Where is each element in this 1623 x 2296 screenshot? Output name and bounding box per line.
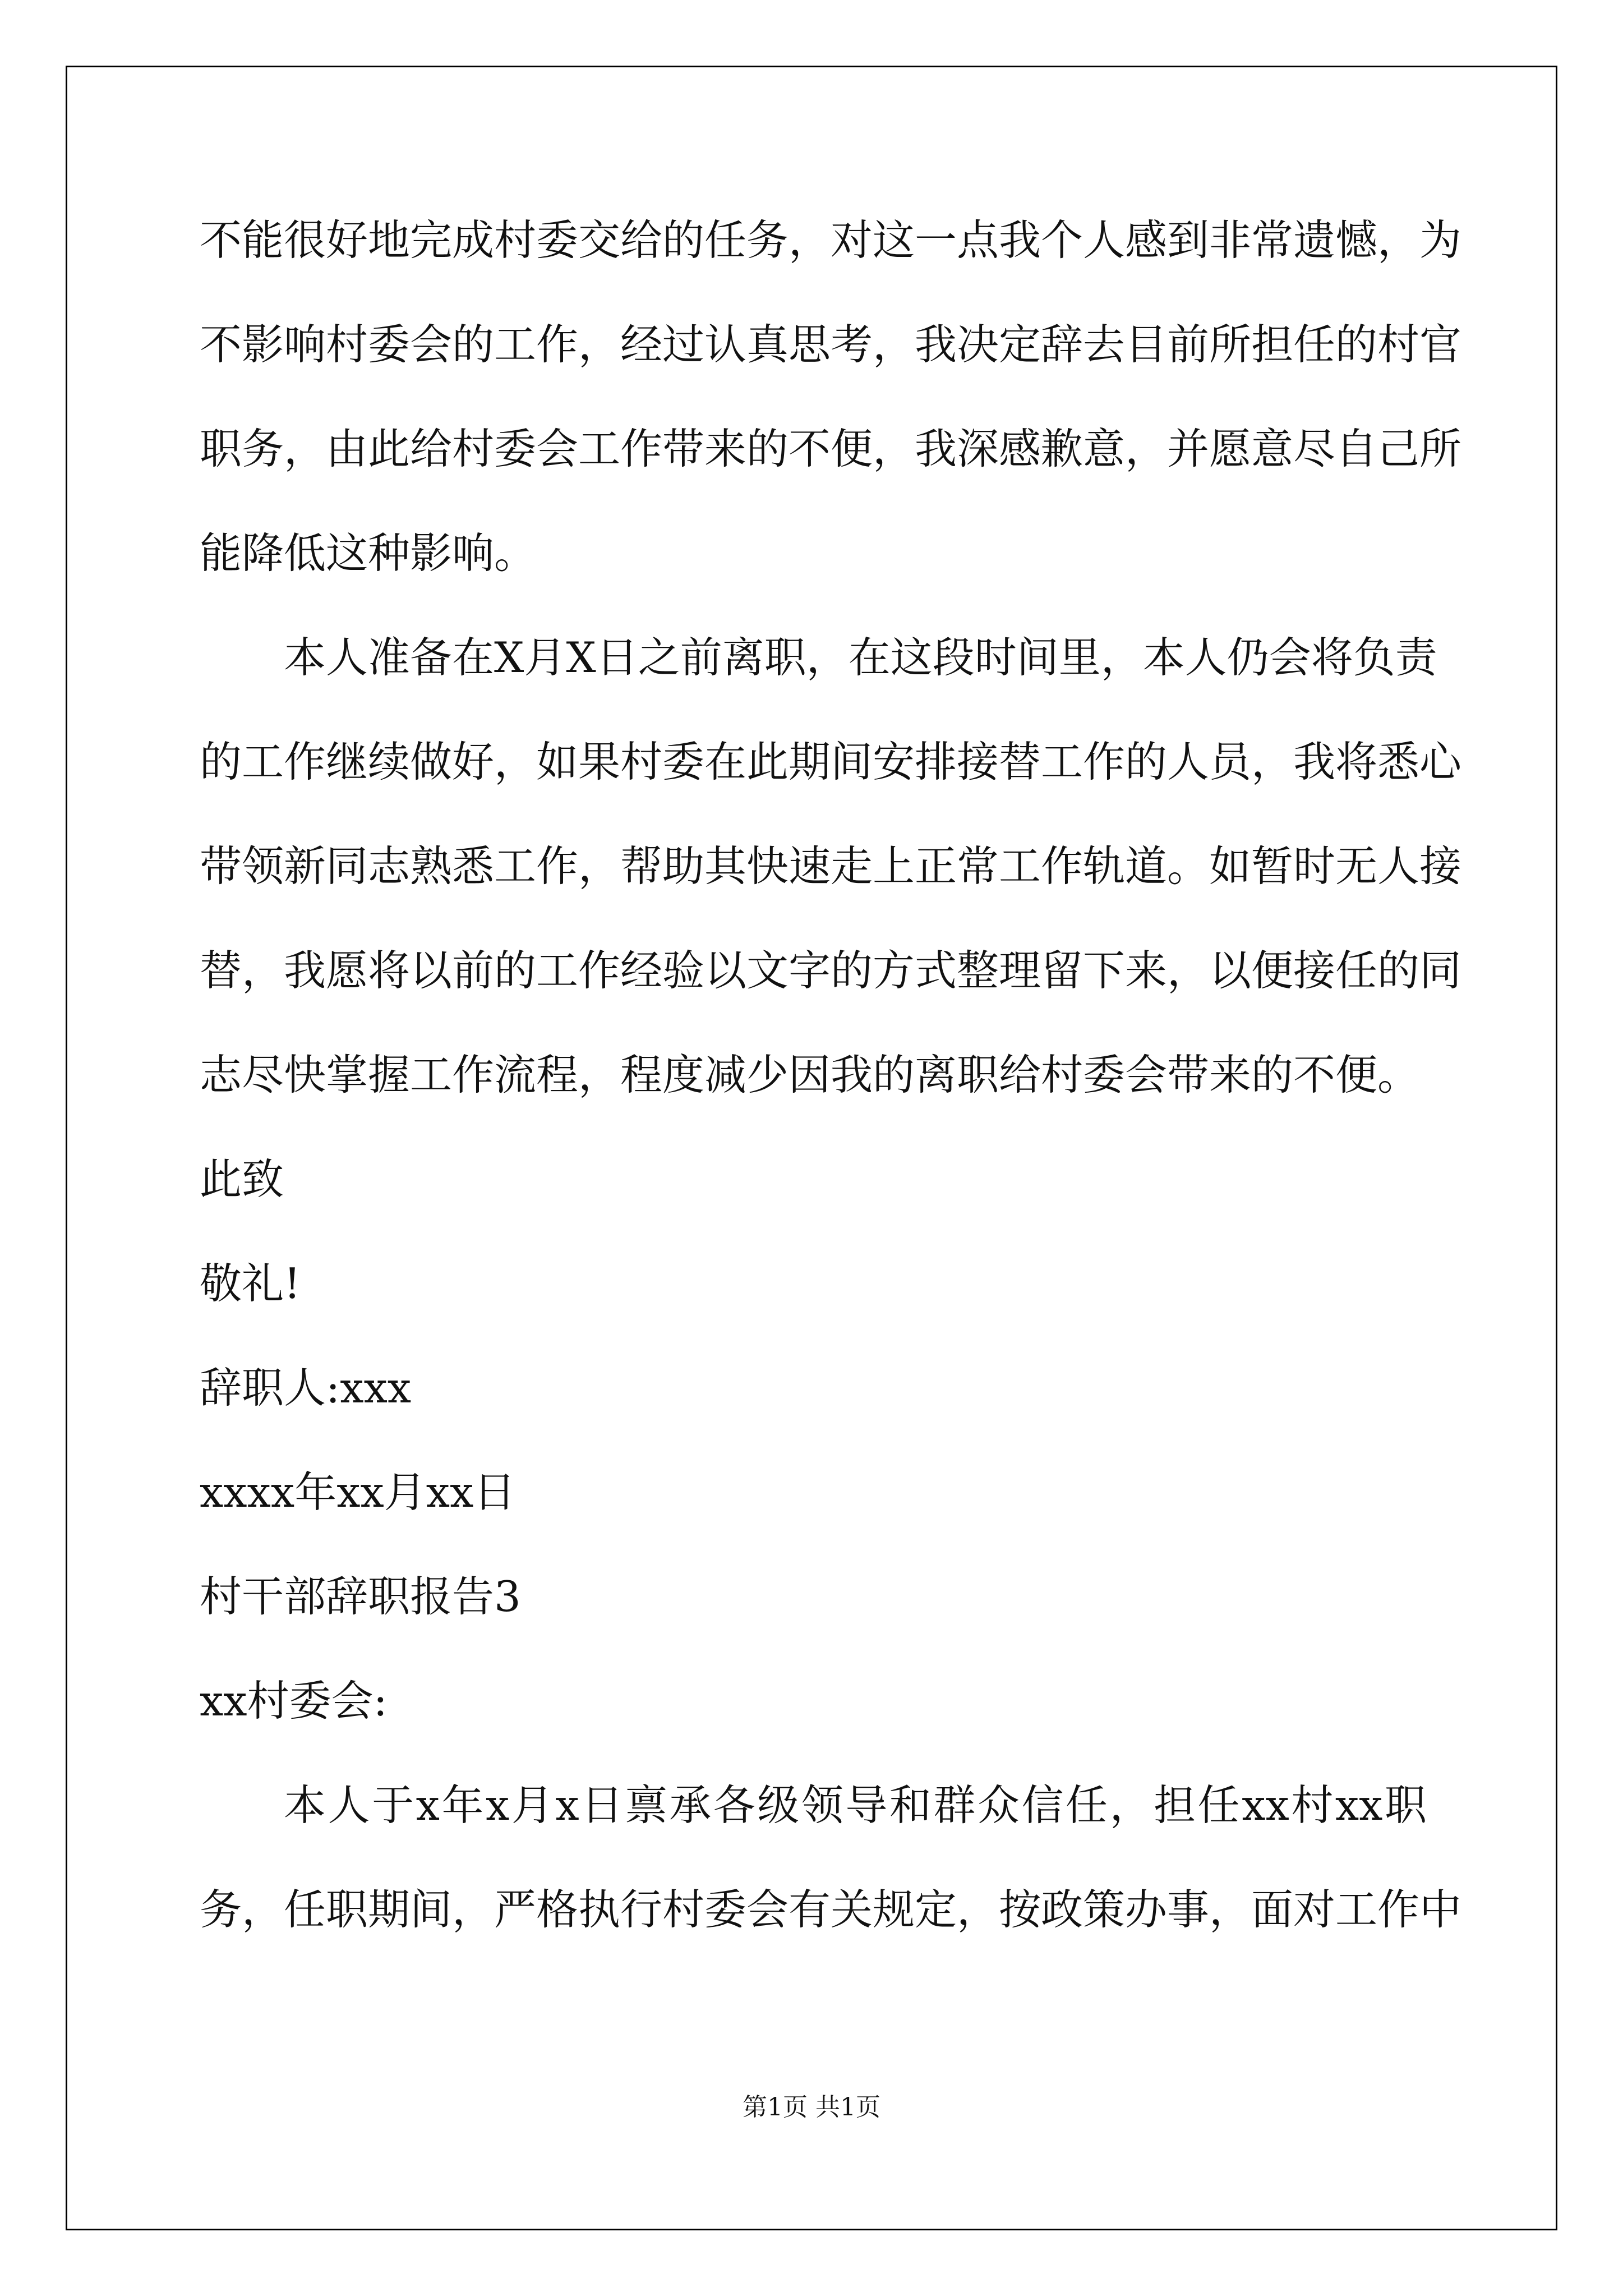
page-number-footer: 第1页 共1页: [743, 2093, 880, 2122]
paragraph-line: 务，任职期间，严格执行村委会有关规定，按政策办事，面对工作中: [200, 1885, 1462, 1934]
paragraph-line: 不能很好地完成村委交给的任务，对这一点我个人感到非常遗憾，为: [200, 215, 1462, 265]
paragraph-line: 的工作继续做好，如果村委在此期间安排接替工作的人员，我将悉心: [200, 737, 1462, 786]
paragraph-line: 本人于x年x月x日禀承各级领导和群众信任，担任xx村xx职: [284, 1780, 1427, 1830]
paragraph-line: 能降低这种影响。: [200, 528, 537, 578]
paragraph-line: 替，我愿将以前的工作经验以文字的方式整理留下来，以便接任的同: [200, 946, 1462, 995]
paragraph-line: 本人准备在X月X日之前离职，在这段时间里，本人仍会将负责: [284, 633, 1437, 682]
document-body: [200, 206, 1462, 1980]
paragraph-line: 职务，由此给村委会工作带来的不便，我深感歉意，并愿意尽自己所: [200, 424, 1462, 473]
paragraph-line: 不影响村委会的工作，经过认真思考，我决定辞去目前所担任的村官: [200, 320, 1462, 369]
paragraph-line: 志尽快掌握工作流程，程度减少因我的离职给村委会带来的不便。: [200, 1050, 1420, 1099]
closing-regards: 敬礼!: [200, 1259, 301, 1308]
addressee: xx村委会:: [200, 1676, 388, 1726]
paragraph-line: 带领新同志熟悉工作，帮助其快速走上正常工作轨道。如暂时无人接: [200, 841, 1462, 891]
closing-salutation: 此致: [200, 1154, 284, 1204]
signature-date: xxxx年xx月xx日: [200, 1467, 516, 1517]
section-title: 村干部辞职报告3: [200, 1572, 521, 1621]
signature-name: 辞职人:xxx: [200, 1363, 412, 1412]
